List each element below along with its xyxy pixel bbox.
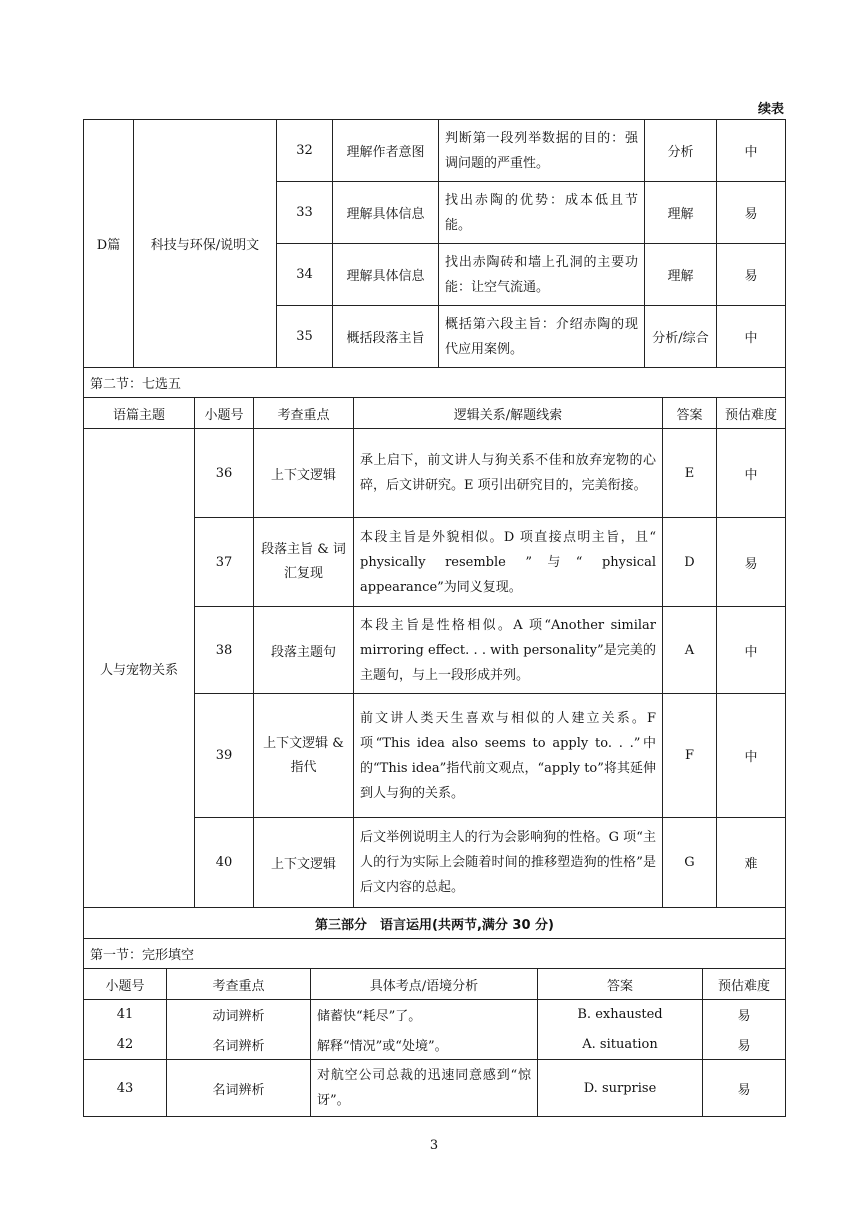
theme-label: 人与宠物关系 bbox=[84, 429, 195, 908]
column-header: 答案 bbox=[663, 398, 717, 429]
answer: B. exhausted bbox=[538, 1000, 703, 1030]
answer: A bbox=[663, 607, 717, 694]
difficulty: 易 bbox=[717, 244, 786, 306]
table-row bbox=[84, 1030, 786, 1060]
difficulty: 易 bbox=[717, 518, 786, 607]
detail: 找出赤陶的优势：成本低且节能。 bbox=[439, 182, 645, 244]
header-row bbox=[84, 398, 786, 429]
header-row bbox=[84, 969, 786, 1000]
difficulty: 中 bbox=[717, 607, 786, 694]
column-header: 具体考点/语境分析 bbox=[311, 969, 538, 1000]
section-title: 第一节：完形填空 bbox=[84, 939, 786, 969]
clue: 前文讲人类天生喜欢与相似的人建立关系。F 项“This idea also seems to apply to. . .”中的“This idea”指代前文观点，“apply to”将其延伸到人与狗的关系。 bbox=[354, 694, 663, 818]
column-header: 小题号 bbox=[195, 398, 254, 429]
detail: 判断第一段列举数据的目的：强调问题的严重性。 bbox=[439, 120, 645, 182]
part-band bbox=[84, 908, 786, 939]
detail: 找出赤陶砖和墙上孔洞的主要功能：让空气流通。 bbox=[439, 244, 645, 306]
skill: 理解具体信息 bbox=[333, 182, 439, 244]
table-row bbox=[84, 120, 786, 182]
level: 理解 bbox=[645, 244, 717, 306]
clue: 后文举例说明主人的行为会影响狗的性格。G 项“主人的行为实际上会随着时间的推移塑造狗的性格”是后文内容的总起。 bbox=[354, 818, 663, 908]
column-header: 预估难度 bbox=[717, 398, 786, 429]
section-two-table bbox=[83, 367, 786, 908]
answer: D bbox=[663, 518, 717, 607]
clue: 本段主旨是外貌相似。D 项直接点明主旨，且“ physically resemble ”与“ physical appearance”为同义复现。 bbox=[354, 518, 663, 607]
difficulty: 中 bbox=[717, 306, 786, 368]
column-header: 预估难度 bbox=[703, 969, 786, 1000]
question-number: 41 bbox=[84, 1000, 167, 1030]
skill: 概括段落主旨 bbox=[333, 306, 439, 368]
focus: 名词辨析 bbox=[167, 1030, 311, 1060]
answer: F bbox=[663, 694, 717, 818]
clue: 承上启下，前文讲人与狗关系不佳和放弃宠物的心碎，后文讲研究。E 项引出研究目的，完美衔接。 bbox=[354, 429, 663, 518]
question-number: 43 bbox=[84, 1060, 167, 1117]
column-header: 答案 bbox=[538, 969, 703, 1000]
level: 理解 bbox=[645, 182, 717, 244]
question-number: 38 bbox=[195, 607, 254, 694]
focus: 动词辨析 bbox=[167, 1000, 311, 1030]
column-header: 语篇主题 bbox=[84, 398, 195, 429]
analysis: 储蓄快“耗尽”了。 bbox=[311, 1000, 538, 1030]
section-title: 第二节：七选五 bbox=[84, 368, 786, 398]
question-number: 32 bbox=[277, 120, 333, 182]
difficulty: 易 bbox=[717, 182, 786, 244]
level: 分析 bbox=[645, 120, 717, 182]
focus: 上下文逻辑 bbox=[254, 429, 354, 518]
question-number: 42 bbox=[84, 1030, 167, 1060]
analysis: 对航空公司总裁的迅速同意感到“惊讶”。 bbox=[311, 1060, 538, 1117]
table-row bbox=[84, 1060, 786, 1117]
difficulty: 易 bbox=[703, 1060, 786, 1117]
question-number: 36 bbox=[195, 429, 254, 518]
page-number: 3 bbox=[429, 1138, 439, 1153]
level: 分析/综合 bbox=[645, 306, 717, 368]
column-header: 小题号 bbox=[84, 969, 167, 1000]
focus: 上下文逻辑 & 指代 bbox=[254, 694, 354, 818]
difficulty: 中 bbox=[717, 429, 786, 518]
column-header: 考查重点 bbox=[254, 398, 354, 429]
answer: A. situation bbox=[538, 1030, 703, 1060]
clue: 本段主旨是性格相似。A 项“Another similar mirroring effect. . . with personality”是完美的主题句，与上一段形成并列。 bbox=[354, 607, 663, 694]
section-band bbox=[84, 368, 786, 398]
focus: 名词辨析 bbox=[167, 1060, 311, 1117]
focus: 上下文逻辑 bbox=[254, 818, 354, 908]
skill: 理解具体信息 bbox=[333, 244, 439, 306]
question-number: 33 bbox=[277, 182, 333, 244]
analysis: 解释“情况”或“处境”。 bbox=[311, 1030, 538, 1060]
table-row bbox=[84, 1000, 786, 1030]
passage-label: D篇 bbox=[84, 120, 134, 368]
section-band bbox=[84, 939, 786, 969]
question-number: 39 bbox=[195, 694, 254, 818]
question-number: 35 bbox=[277, 306, 333, 368]
difficulty: 易 bbox=[703, 1030, 786, 1060]
answer: G bbox=[663, 818, 717, 908]
part-title: 第三部分 语言运用(共两节,满分 30 分) bbox=[84, 908, 786, 939]
answer: E bbox=[663, 429, 717, 518]
column-header: 考查重点 bbox=[167, 969, 311, 1000]
difficulty: 中 bbox=[717, 120, 786, 182]
difficulty: 中 bbox=[717, 694, 786, 818]
table-row bbox=[84, 429, 786, 518]
question-number: 37 bbox=[195, 518, 254, 607]
focus: 段落主题句 bbox=[254, 607, 354, 694]
focus: 段落主旨 & 词汇复现 bbox=[254, 518, 354, 607]
difficulty: 易 bbox=[703, 1000, 786, 1030]
column-header: 逻辑关系/解题线索 bbox=[354, 398, 663, 429]
question-number: 40 bbox=[195, 818, 254, 908]
passage-d-table bbox=[83, 119, 786, 368]
answer: D. surprise bbox=[538, 1060, 703, 1117]
continued-label: 续表 bbox=[757, 102, 784, 117]
part-three-table bbox=[83, 907, 786, 1117]
question-number: 34 bbox=[277, 244, 333, 306]
detail: 概括第六段主旨：介绍赤陶的现代应用案例。 bbox=[439, 306, 645, 368]
difficulty: 难 bbox=[717, 818, 786, 908]
skill: 理解作者意图 bbox=[333, 120, 439, 182]
passage-topic: 科技与环保/说明文 bbox=[134, 120, 277, 368]
